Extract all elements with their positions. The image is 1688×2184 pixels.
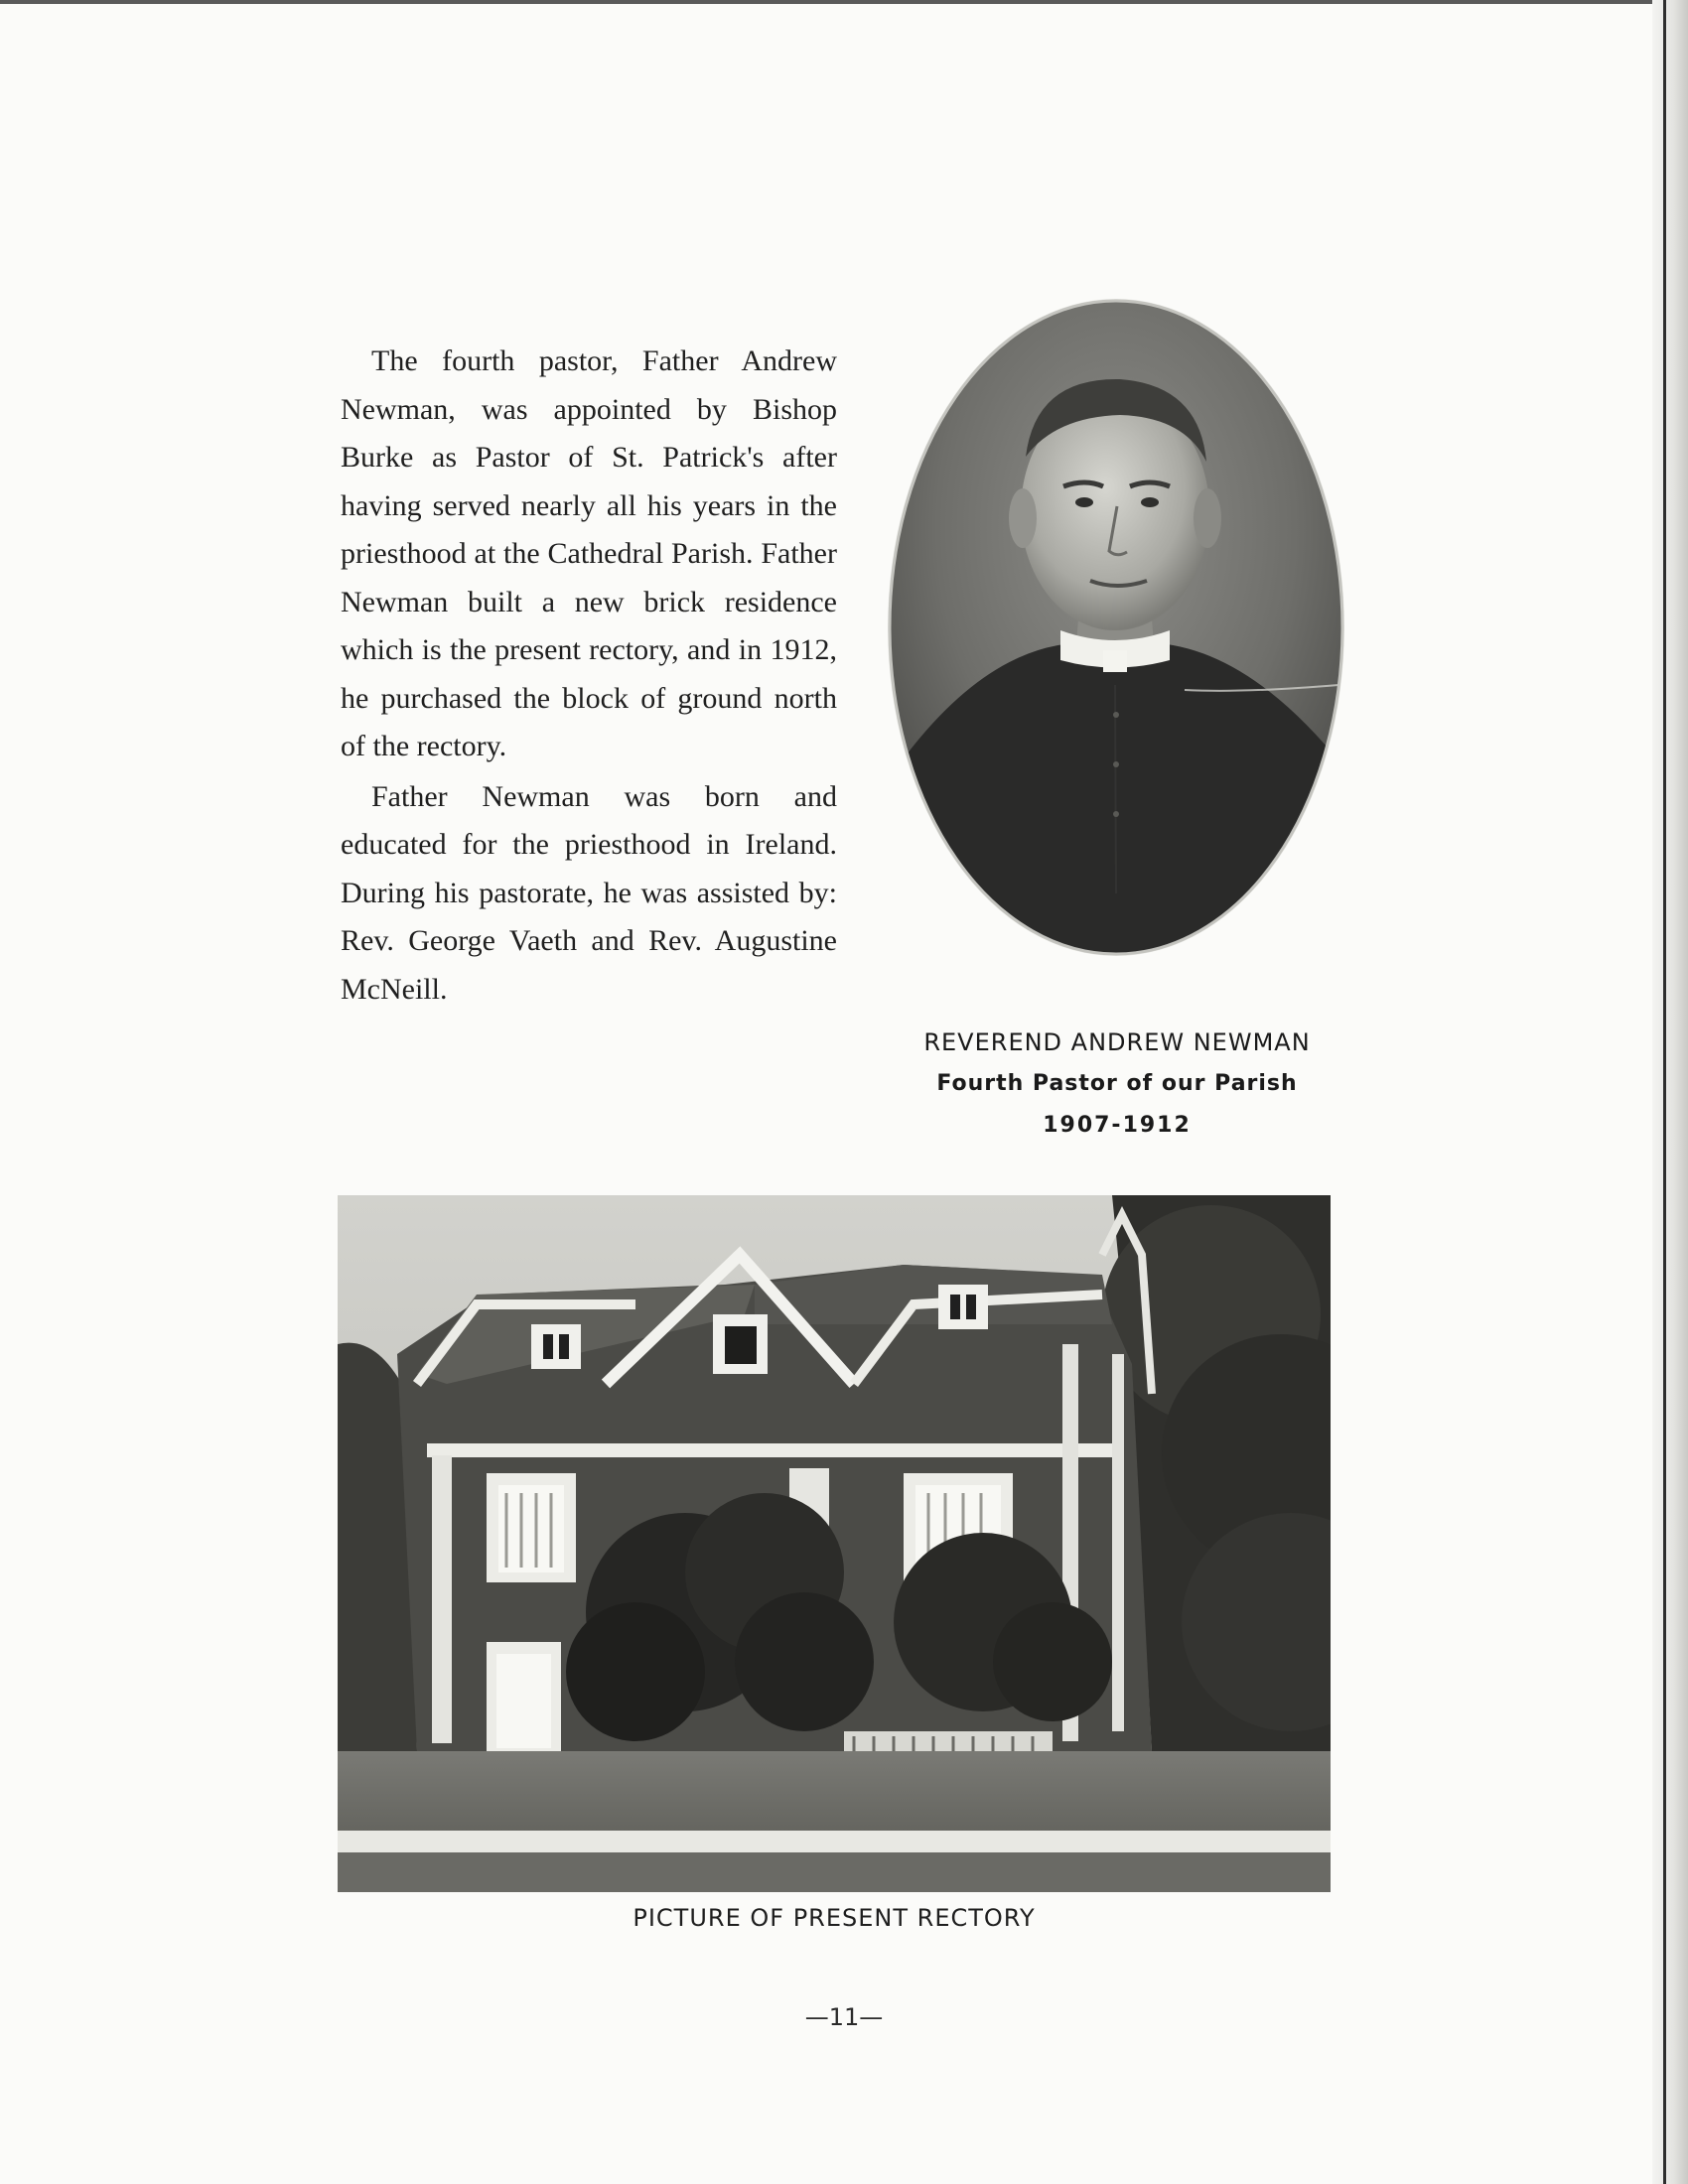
portrait-title: Fourth Pastor of our Parish bbox=[936, 1071, 1298, 1096]
portrait-photo bbox=[887, 298, 1345, 957]
portrait-name: REVEREND ANDREW NEWMAN bbox=[923, 1028, 1311, 1056]
page-top-edge bbox=[0, 0, 1688, 4]
page-right-edge bbox=[1652, 0, 1688, 2184]
article-paragraph: The fourth pastor, Father Andrew Newman, was appointed by Bishop Burke as Pastor of St. Patrick's after having served nearly all his years in the priesthood at the Cathedral Parish. Father Newman built a new brick residence which is the present rectory, and in 1912, he purchased the block of ground north of the rectory. bbox=[341, 344, 837, 762]
portrait-years: 1907-1912 bbox=[1043, 1113, 1192, 1138]
article-paragraph: Father Newman was born and educated for the priesthood in Ireland. During his pastorate, he was assisted by: Rev. George Vaeth and Rev. Augustine McNeill. bbox=[341, 779, 837, 1006]
page-number: —11— bbox=[804, 2003, 884, 2031]
article-body bbox=[341, 338, 837, 1016]
rectory-photo bbox=[338, 1195, 1331, 1892]
rectory-caption: PICTURE OF PRESENT RECTORY bbox=[633, 1904, 1036, 1932]
page-binding-line bbox=[1663, 0, 1666, 2184]
portrait-caption bbox=[864, 1023, 1370, 1146]
